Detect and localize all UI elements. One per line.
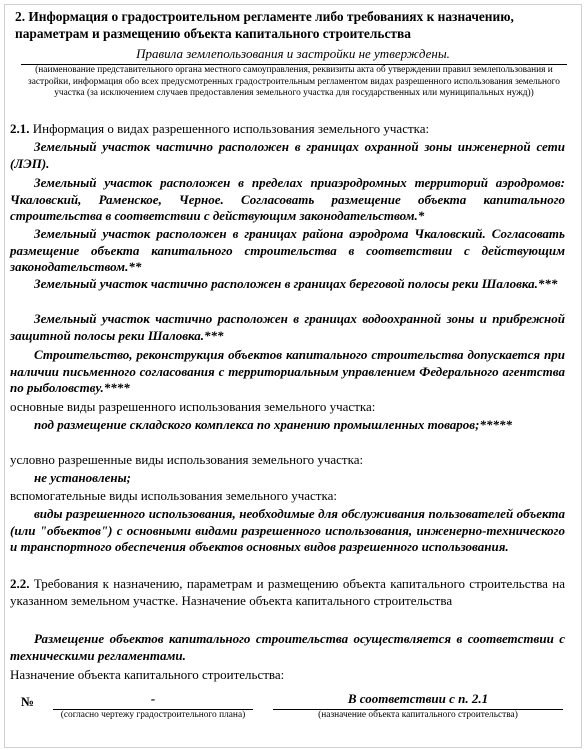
s22-value: Размещение объектов капитального строительства осуществляется в соответствии с техническими регламентами. <box>10 631 565 663</box>
s21-item: Земельный участок частично расположен в границах водоохранной зоны и прибрежной защитной полосы реки Шаловка.*** <box>10 311 565 343</box>
conditional-uses-label: условно разрешенные виды использования земельного участка: <box>10 452 364 467</box>
s22-heading <box>10 576 565 609</box>
section-title: 2. Информация о градостроительном регламенте либо требованиях к назначению, параметрам и размещению объекта капитального строительства <box>15 9 514 41</box>
s21-heading <box>10 121 565 138</box>
s21-heading-text: Информация о видах разрешенного использования земельного участка: <box>29 121 430 136</box>
main-uses-value: под размещение складского комплекса по хранению промышленных товаров;***** <box>34 417 512 432</box>
s21-item: Земельный участок расположен в пределах приаэродромных территорий аэродромов: Чкаловский, Раменское, Черное. Согласовать размещение объекта капитального строительства в соответствии с действующим законодательством.* <box>10 175 565 224</box>
s22-text: Требования к назначению, параметрам и размещению объекта капитального строительства на указанном земельном участке. Назначение объекта капитального строительства <box>10 576 565 608</box>
drawing-number-field <box>53 691 253 722</box>
main-uses-label: основные виды разрешенного использования земельного участка: <box>10 399 376 414</box>
object-purpose-value: В соответствии с п. 2.1 <box>347 691 489 706</box>
drawing-number-value: - <box>150 691 156 706</box>
s21-item: Строительство, реконструкция объектов капитального строительства допускается при наличии письменного согласования с территориальным управлением Федерального агентства по рыболовству.**** <box>10 347 565 396</box>
number-sign: № <box>21 694 35 709</box>
auxiliary-uses-value: виды разрешенного использования, необходимые для обслуживания пользователей объекта (или "объектов") с основными видами разрешенного использования, инженерно-технического и транспортного обеспечения объектов основных видов разрешенного использования. <box>10 506 565 555</box>
rules-status: Правила землепользования и застройки не утверждены. <box>136 46 450 61</box>
object-purpose-field <box>273 691 563 722</box>
s21-item: Земельный участок частично расположен в границах охранной зоны инженерной сети (ЛЭП). <box>10 139 565 171</box>
object-purpose-caption: (назначение объекта капитального строительства) <box>318 710 518 720</box>
s22-number: 2.2. <box>10 576 30 591</box>
s21-number: 2.1. <box>10 121 30 136</box>
auxiliary-uses-label: вспомогательные виды использования земельного участка: <box>10 488 337 503</box>
purpose-label: Назначение объекта капитального строительства: <box>10 667 285 682</box>
rules-caption: (наименование представительного органа местного самоуправления, реквизиты акта об утверждении правил землепользования и застройки, информация обо всех предусмотренных градостроительным регламентом видах разрешенного использования земельного участка (за исключением случаев предоставления земельного участка для государственных или муниципальных нужд)) <box>28 65 560 99</box>
conditional-uses-value: не установлены; <box>34 470 131 485</box>
s21-item: Земельный участок частично расположен в границах береговой полосы реки Шаловка.*** <box>34 276 558 291</box>
s21-item: Земельный участок расположен в границах района аэродрома Чкаловский. Согласовать размещение объекта капитального строительства в соответствии с действующим законодательством.** <box>10 226 565 275</box>
drawing-number-caption: (согласно чертежу градостроительного плана) <box>60 710 246 720</box>
document-page <box>4 4 582 748</box>
